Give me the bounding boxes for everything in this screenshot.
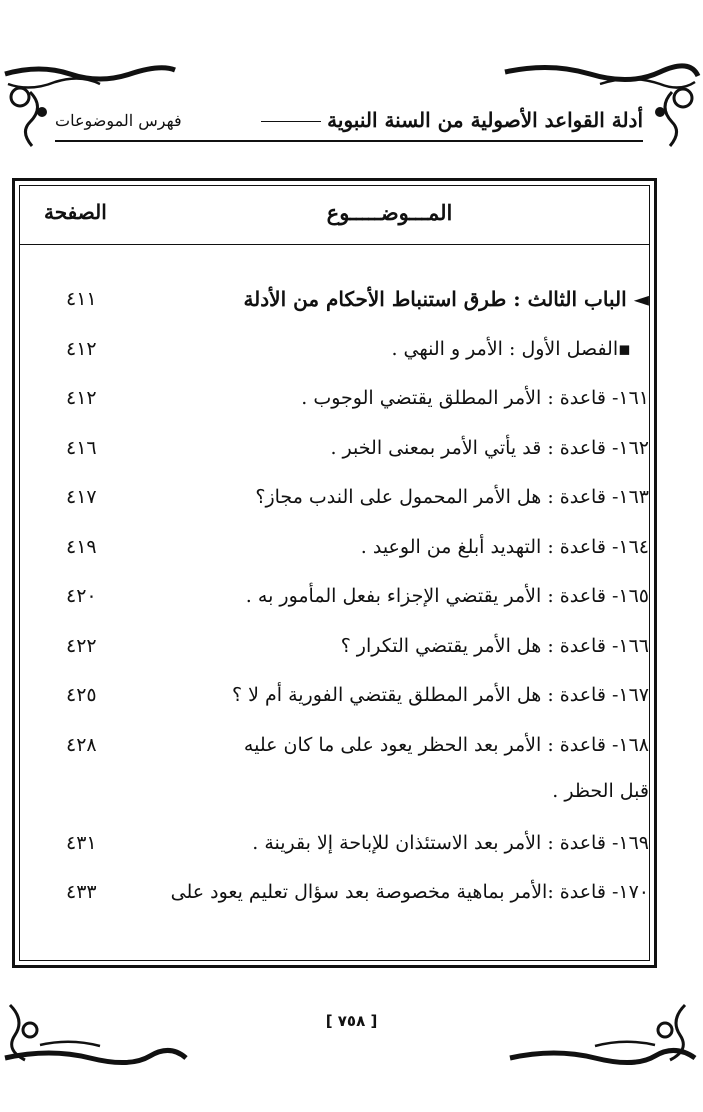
entry-text: ١٦٩- قاعدة : الأمر بعد الاستئذان للإباحة إلا بقرينة . <box>252 831 649 854</box>
index-entry <box>20 830 649 880</box>
index-entry <box>20 286 649 336</box>
entry-page: ٤١٢ <box>66 337 97 360</box>
column-header <box>20 186 649 245</box>
entry-page: ٤١٢ <box>66 387 97 409</box>
entry-text: ▪الفصل الأول : الأمر و النهي . <box>391 337 631 360</box>
entry-text: ١٦٨- قاعدة : الأمر بعد الحظر يعود على ما كان عليه قبل الحظر . <box>243 733 649 802</box>
book-title: أدلة القواعد الأصولية من السنة النبوية <box>327 108 643 132</box>
index-entry <box>20 534 649 584</box>
index-entry <box>20 484 649 534</box>
column-topic-heading: المـــوضـــــوع <box>326 200 453 225</box>
column-page-heading: الصفحة <box>44 200 107 224</box>
entry-page: ٤١٩ <box>66 535 97 558</box>
entry-text: ١٧٠- قاعدة :الأمر بماهية مخصوصة بعد سؤال تعليم يعود على <box>170 881 649 903</box>
entry-page: ٤٣٣ <box>66 881 97 903</box>
entry-text: ١٦٦- قاعدة : هل الأمر يقتضي التكرار ؟ <box>340 634 649 657</box>
entry-page: ٤١١ <box>66 288 97 310</box>
entry-page: ٤٢٥ <box>66 684 97 706</box>
section-title: فهرس الموضوعات <box>55 110 182 130</box>
entry-page: ٤١٧ <box>66 486 97 508</box>
ornament-bottom-left <box>0 1000 190 1070</box>
entry-text: ١٦٥- قاعدة : الأمر يقتضي الإجزاء بفعل المأمور به . <box>245 585 649 607</box>
index-entry <box>20 583 649 633</box>
index-entry <box>20 732 649 830</box>
entry-text: ١٦١- قاعدة : الأمر المطلق يقتضي الوجوب . <box>301 387 649 409</box>
index-frame <box>12 178 657 968</box>
running-header <box>55 100 643 142</box>
index-entries <box>20 286 649 929</box>
page-number: [ ٧٥٨ ] <box>325 1012 378 1030</box>
entry-text: ◄ الباب الثالث : طرق استنباط الأحكام من الأدلة <box>243 287 649 311</box>
index-frame-inner <box>19 185 650 961</box>
entry-text: ١٦٤- قاعدة : التهديد أبلغ من الوعيد . <box>360 535 649 558</box>
ornament-bottom-right <box>505 1000 700 1070</box>
entry-page: ٤٢٨ <box>66 733 97 756</box>
index-entry <box>20 435 649 485</box>
header-dash <box>261 121 321 122</box>
entry-text: ١٦٣- قاعدة : هل الأمر المحمول على الندب مجاز؟ <box>255 486 649 508</box>
index-entry <box>20 336 649 386</box>
index-entry <box>20 385 649 435</box>
entry-text: ١٦٧- قاعدة : هل الأمر المطلق يقتضي الفورية أم لا ؟ <box>232 684 649 706</box>
entry-page: ٤٢٠ <box>66 585 97 607</box>
entry-text: ١٦٢- قاعدة : قد يأتي الأمر بمعنى الخبر . <box>330 436 649 459</box>
entry-page: ٤٢٢ <box>66 634 97 657</box>
index-entry <box>20 879 649 929</box>
entry-page: ٤٣١ <box>66 831 97 854</box>
index-entry <box>20 633 649 683</box>
entry-page: ٤١٦ <box>66 436 97 459</box>
